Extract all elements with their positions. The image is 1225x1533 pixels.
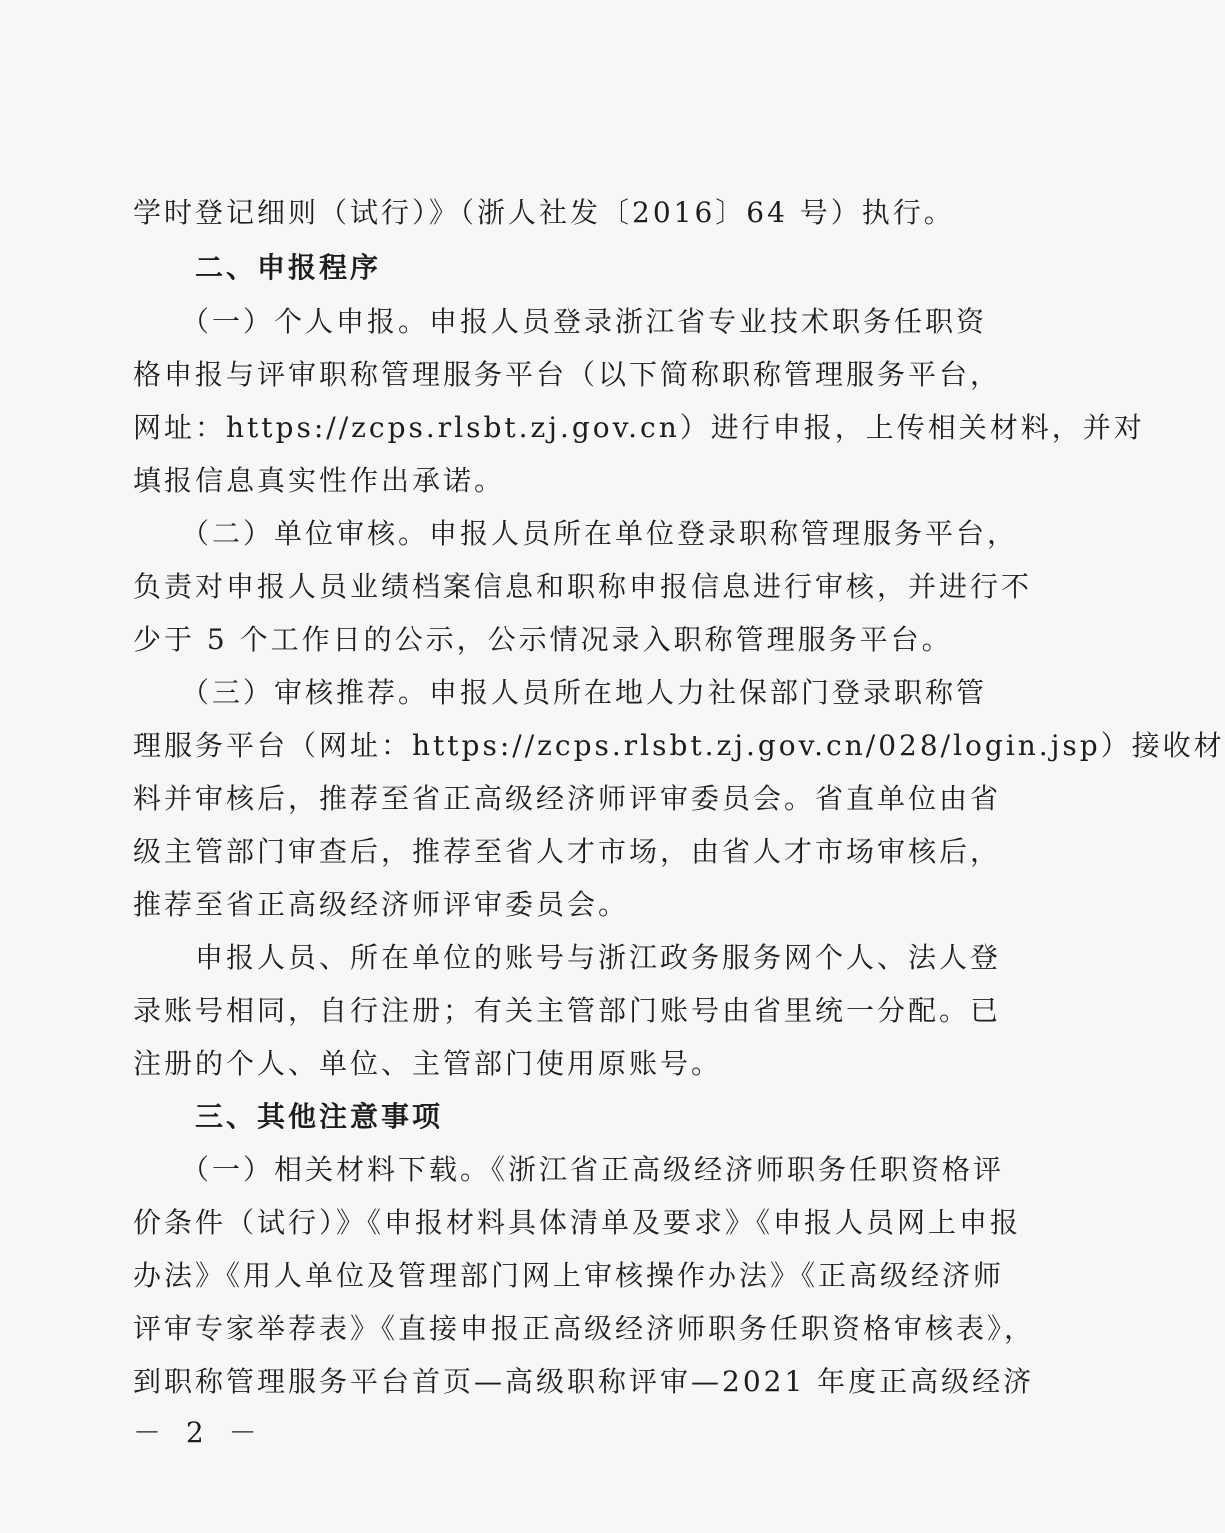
text-line: 录账号相同，自行注册；有关主管部门账号由省里统一分配。已 [133, 994, 1002, 1027]
text-line: 料并审核后，推荐至省正高级经济师评审委员会。省直单位由省 [133, 782, 1002, 815]
text-line: 办法》《用人单位及管理部门网上审核操作办法》《正高级经济师 [133, 1259, 1005, 1292]
text-line: （三）审核推荐。申报人员所在地人力社保部门登录职称管 [133, 676, 988, 709]
text-line: 学时登记细则（试行）》（浙人社发〔2016〕64 号）执行。 [133, 196, 955, 229]
text-line: 评审专家举荐表》《直接申报正高级经济师职务任职资格审核表》， [133, 1312, 1036, 1345]
text-line: 到职称管理服务平台首页—高级职称评审—2021 年度正高级经济 [133, 1365, 1035, 1398]
page-number: － 2 － [133, 1416, 265, 1449]
text-line: 级主管部门审查后，推荐至省人才市场，由省人才市场审核后， [133, 835, 1002, 868]
text-line: （一）个人申报。申报人员登录浙江省专业技术职务任职资 [133, 305, 988, 338]
text-line: （二）单位审核。申报人员所在单位登录职称管理服务平台， [133, 517, 1019, 550]
text-line: 申报人员、所在单位的账号与浙江政务服务网个人、法人登 [133, 941, 1002, 974]
text-line: 网址：https://zcps.rlsbt.zj.gov.cn）进行申报，上传相关材料，并对 [133, 411, 1145, 444]
text-line: 推荐至省正高级经济师评审委员会。 [133, 888, 630, 921]
text-line: 少于 5 个工作日的公示，公示情况录入职称管理服务平台。 [133, 623, 953, 656]
text-line: 价条件（试行）》《申报材料具体清单及要求》《申报人员网上申报 [133, 1206, 1022, 1239]
section-heading: 三、其他注意事项 [133, 1100, 444, 1133]
text-line: 负责对申报人员业绩档案信息和职称申报信息进行审核，并进行不 [133, 570, 1033, 603]
text-line: 填报信息真实性作出承诺。 [133, 464, 506, 497]
text-line: 格申报与评审职称管理服务平台（以下简称职称管理服务平台， [133, 358, 1002, 391]
text-line: 注册的个人、单位、主管部门使用原账号。 [133, 1047, 723, 1080]
text-line: 理服务平台（网址：https://zcps.rlsbt.zj.gov.cn/028/login.jsp）接收材 [133, 729, 1225, 762]
text-line: （一）相关材料下载。《浙江省正高级经济师职务任职资格评 [133, 1153, 1005, 1186]
section-heading: 二、申报程序 [133, 251, 382, 284]
